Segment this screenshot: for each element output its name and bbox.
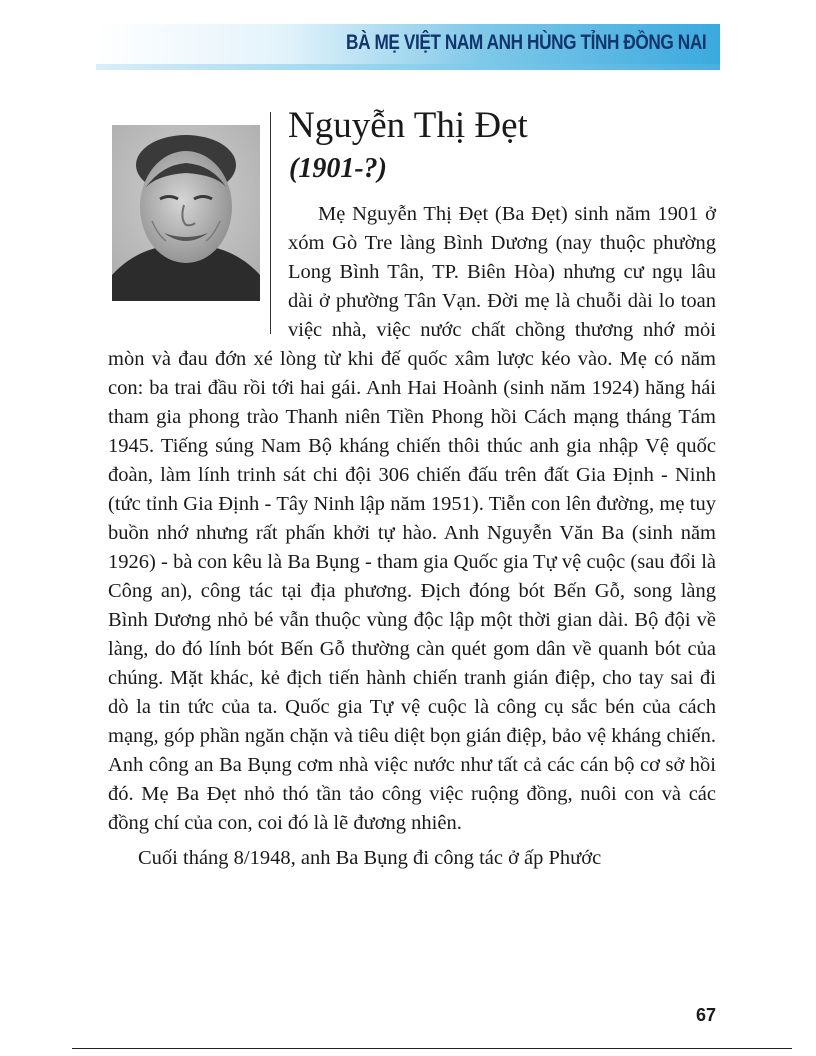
- header-title: BÀ MẸ VIỆT NAM ANH HÙNG TỈNH ĐỒNG NAI: [345, 31, 706, 54]
- header-stripe: [96, 64, 720, 70]
- page-number: 67: [695, 1005, 716, 1025]
- person-years: (1901-?): [289, 153, 387, 184]
- header-banner: [96, 24, 720, 70]
- footer-rule: [72, 1048, 792, 1049]
- biography-text: [108, 200, 716, 873]
- paragraph: Mẹ Nguyễn Thị Đẹt (Ba Đẹt) sinh năm 1901 ở xóm Gò Tre làng Bình Dương (nay thuộc phường Long Bình Tân, TP. Biên Hòa) nhưng cư ngụ lâu dài ở phường Tân Vạn. Đời mẹ là chuỗi dài lo toan việc nhà, việc nước chất chồng thương nhớ mỏi mòn và đau đớn xé lòng từ khi đế quốc xâm lược kéo vào. Mẹ có năm con: ba trai đầu rồi tới hai gái. Anh Hai Hoành (sinh năm 1924) hăng hái tham gia phong trào Thanh niên Tiền Phong hồi Cách mạng tháng Tám 1945. Tiếng súng Nam Bộ kháng chiến thôi thúc anh gia nhập Vệ quốc đoàn, làm lính trinh sát chi đội 306 chiến đấu trên đất Gia Định - Ninh (tức tỉnh Gia Định - Tây Ninh lập năm 1951). Tiễn con lên đường, mẹ tuy buồn nhớ nhưng rất phấn khởi tự hào. Anh Nguyễn Văn Ba (sinh năm 1926) - bà con kêu là Ba Bụng - tham gia Quốc gia Tự vệ cuộc (sau đổi là Công an), công tác tại địa phương. Địch đóng bót Bến Gỗ, song làng Bình Dương nhỏ bé vẫn thuộc vùng độc lập một thời gian dài. Bộ đội về làng, do đó lính bót Bến Gỗ thường càn quét gom dân về quanh bót của chúng. Mặt khác, kẻ địch tiến hành chiến tranh gián điệp, cho tay sai đi dò la tin tức của ta. Quốc gia Tự vệ cuộc là công cụ sắc bén của cách mạng, góp phần ngăn chặn và tiêu diệt bọn gián điệp, bảo vệ kháng chiến. Anh công an Ba Bụng cơm nhà việc nước như tất cả các cán bộ cơ sở hồi đó. Mẹ Ba Đẹt nhỏ thó tần tảo công việc ruộng đồng, nuôi con và các đồng chí của con, coi đó là lẽ đương nhiên.: [108, 203, 716, 834]
- person-name: Nguyễn Thị Đẹt: [288, 105, 528, 146]
- paragraph: Cuối tháng 8/1948, anh Ba Bụng đi công tác ở ấp Phước: [138, 847, 602, 869]
